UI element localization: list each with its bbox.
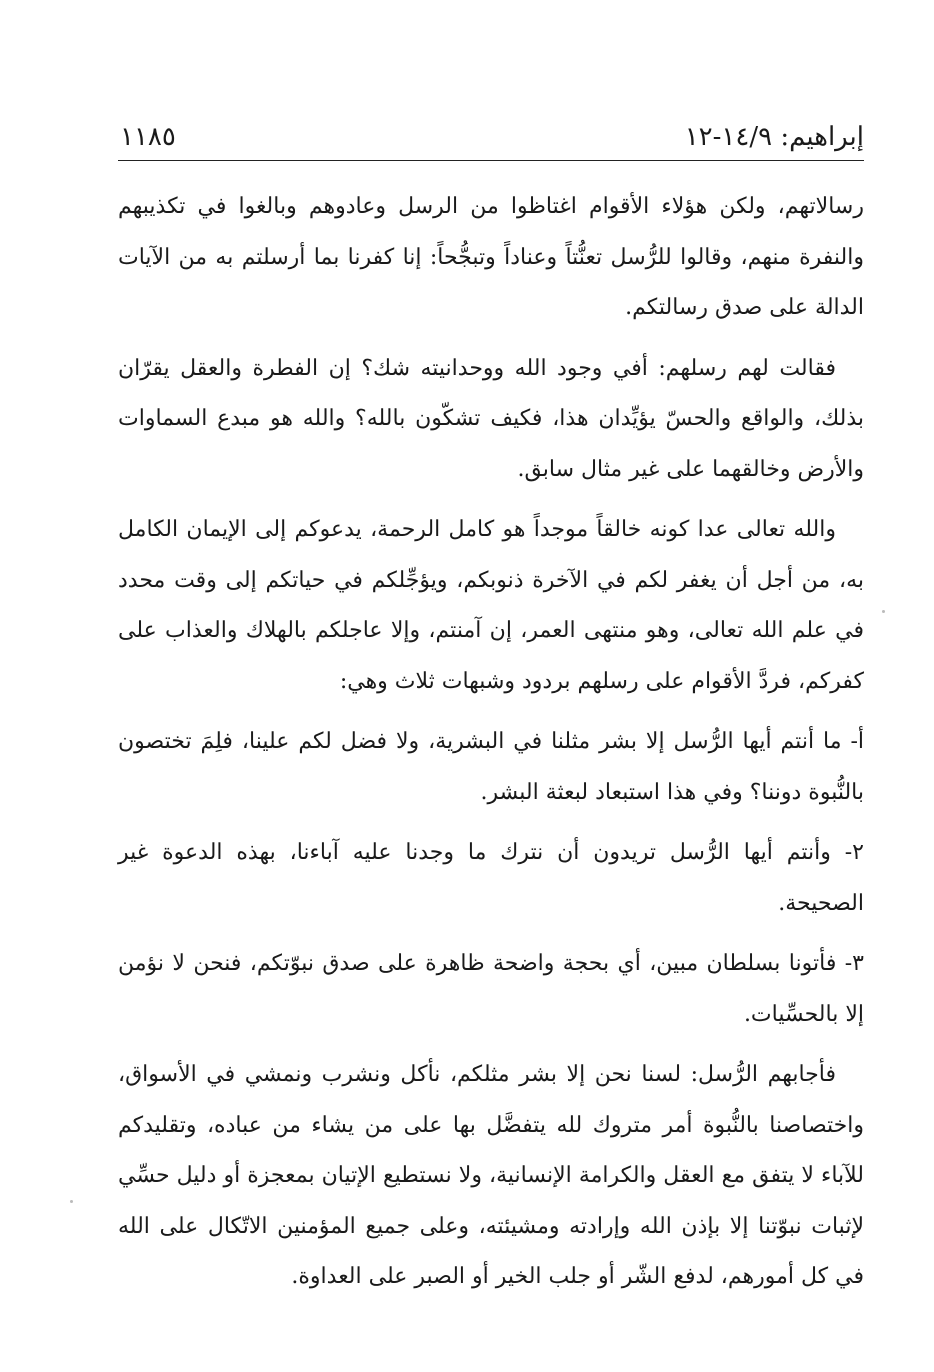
header-rule: [118, 160, 864, 161]
paragraph: والله تعالى عدا كونه خالقاً موجداً هو كامل الرحمة، يدعوكم إلى الإيمان الكامل به، من أجل أن يغفر لكم في الآخرة ذنوبكم، ويؤجِّلكم في حياتكم إلى وقت محدد في علم الله تعالى، وهو منتهى العمر، إن آمنتم، وإلا عاجلكم بالهلاك والعذاب على كفركم، فردَّ الأقوام على رسلهم بردود وشبهات ثلاث وهي:: [118, 517, 864, 694]
paragraph-continuation: رسالاتهم، ولكن هؤلاء الأقوام اغتاظوا من الرسل وعادوهم وبالغوا في تكذيبهم والنفرة منهم، وقالوا للرُّسل تعنُّتاً وعناداً وتبجُّحاً: إنا كفرنا بما أرسلتم به من الآيات الدالة على صدق رسالتكم.: [118, 194, 864, 320]
paragraph: فقالت لهم رسلهم: أفي وجود الله ووحدانيته شك؟ إن الفطرة والعقل يقرّان بذلك، والواقع والحسّ يؤيِّدان هذا، فكيف تشكّون بالله؟ والله هو مبدع السماوات والأرض وخالقهما على غير مثال سابق.: [118, 355, 864, 482]
list-item: ٣- فأتونا بسلطان مبين، أي بحجة واضحة ظاهرة على صدق نبوّتكم، فنحن لا نؤمن إلا بالحسِّيات.: [118, 951, 864, 1027]
page-header: [118, 118, 864, 158]
paragraph: فأجابهم الرُّسل: لسنا نحن إلا بشر مثلكم، نأكل ونشرب ونمشي في الأسواق، واختصاصنا بالنُّبوة أمر متروك لله يتفضَّل بها على من يشاء من عباده، وتقليدكم للآباء لا يتفق مع العقل والكرامة الإنسانية، ولا نستطيع الإتيان بمعجزة أو دليل حسِّي لإثبات نبوّتنا إلا بإذن الله وإرادته ومشيئته، وعلى جميع المؤمنين الاتّكال على الله في كل أمورهم، لدفع الشّر أو جلب الخير أو الصبر على العداوة.: [118, 1062, 864, 1289]
running-title: إبراهيم: ١٤/٩-١٢: [684, 122, 864, 152]
list-item: أ- ما أنتم أيها الرُّسل إلا بشر مثلنا في البشرية، ولا فضل لكم علينا، فلِمَ تختصون بالنُّبوة دوننا؟ وفي هذا استبعاد لبعثة البشر.: [118, 729, 864, 805]
scan-speck: [70, 1200, 73, 1203]
body-text: [118, 182, 864, 1313]
list-item: ٢- وأنتم أيها الرُّسل تريدون أن نترك ما وجدنا عليه آباءنا، بهذه الدعوة غير الصحيحة.: [118, 840, 864, 916]
scan-speck: [882, 610, 885, 613]
page-number: ١١٨٥: [120, 122, 176, 152]
